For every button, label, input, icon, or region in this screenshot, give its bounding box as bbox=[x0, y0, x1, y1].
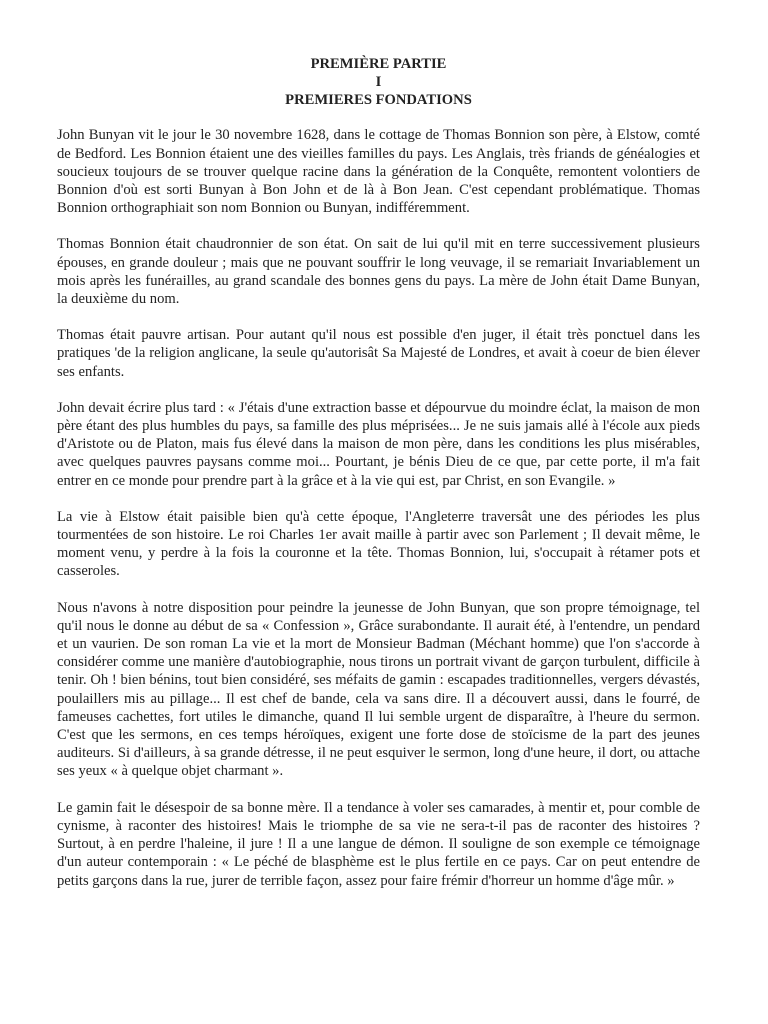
chapter-heading bbox=[57, 56, 700, 109]
paragraph-7: Le gamin fait le désespoir de sa bonne mère. Il a tendance à voler ses camarades, à mentir et, pour comble de cynisme, à raconter des histoires! Mais le triomphe de sa vie ne sera-t-il pas de raconter des histoires ? Surtout, à en perdre l'haleine, il jure ! Il a une langue de démon. Il souligne de son exemple ce témoignage d'un auteur contemporain : « Le péché de blasphème est le plus fertile en ce pays. Car on peut entendre de petits garçons dans la rue, jurer de terrible façon, assez pour faire frémir d'horreur un homme d'âge mûr. » bbox=[57, 799, 700, 889]
paragraph-1: John Bunyan vit le jour le 30 novembre 1628, dans le cottage de Thomas Bonnion son père, à Elstow, comté de Bedford. Les Bonnion étaient une des vieilles familles du pays. Les Anglais, très friands de généalogies et soucieux toujours de se trouver quelque racine dans la génération de la Conquête, remontent volontiers de Bonnion d'où est sorti Bunyan à Bon John et de là à Bon Jean. C'est cependant problématique. Thomas Bonnion orthographiait son nom Bonnion ou Bunyan, indifféremment. bbox=[57, 127, 700, 217]
part-title: PREMIÈRE PARTIE bbox=[310, 56, 447, 72]
paragraph-5: La vie à Elstow était paisible bien qu'à cette époque, l'Angleterre traversât une des périodes les plus tourmentées de son histoire. Le roi Charles 1er avait maille à partir avec son Parlement ; Il devait même, le moment venu, y perdre à la fois la couronne et la tête. Thomas Bonnion, lui, s'occupait à rétamer pots et casseroles. bbox=[57, 508, 700, 580]
chapter-number: I bbox=[375, 73, 382, 90]
paragraph-3: Thomas était pauvre artisan. Pour autant qu'il nous est possible d'en juger, il était très ponctuel dans les pratiques 'de la religion anglicane, la seule qu'autorisât Sa Majesté de Londres, et avait à coeur de bien élever ses enfants. bbox=[57, 327, 700, 380]
paragraph-2: Thomas Bonnion était chaudronnier de son état. On sait de lui qu'il mit en terre successivement plusieurs épouses, en grande douleur ; mais que ne pouvant souffrir le long veuvage, il se remariait Invariablement un mois après les funérailles, au grand scandale des bonnes gens du pays. La mère de John était Dame Bunyan, la deuxième du nom. bbox=[57, 236, 700, 308]
paragraph-4: John devait écrire plus tard : « J'étais d'une extraction basse et dépourvue du moindre éclat, la maison de mon père étant des plus humbles du pays, sa famille des plus méprisées... Je ne suis jamais allé à l'école aux pieds d'Aristote ou de Platon, mais fus élevé dans la maison de mon père, dans les conditions les plus misérables, avec quelques pauvres paysans comme moi... Pourtant, je bénis Dieu de ce que, par cette porte, il m'a fait entrer en ce monde pour prendre part à la grâce et à la vie qui est, par Christ, en son Evangile. » bbox=[57, 399, 700, 489]
document-page bbox=[57, 56, 700, 890]
paragraph-6: Nous n'avons à notre disposition pour peindre la jeunesse de John Bunyan, que son propre témoignage, tel qu'il nous le donne au début de sa « Confession », Grâce surabondante. Il aurait été, à l'entendre, un pendard et un vaurien. De son roman La vie et la mort de Monsieur Badman (Méchant homme) que l'on s'accorde à considérer comme une manière d'autobiographie, nous tirons un portrait vivant de garçon turbulent, difficile à tenir. Oh ! bien bénins, tout bien considéré, ses méfaits de gamin : escapades traditionnelles, vergers dévastés, poulaillers mis au pillage... Il est chef de bande, cela va sans dire. Il a découvert aussi, dans le fourré, de fameuses cachettes, fort utiles le dimanche, quand Il lui semble urgent de disparaître, à l'heure du sermon. C'est que les sermons, en ces temps héroïques, exigent une forte dose de stoïcisme de la part des jeunes auditeurs. Si d'ailleurs, à sa grande détresse, il ne peut esquiver le sermon, long d'une heure, il dort, ou attache ses yeux « à quelque objet charmant ». bbox=[57, 599, 700, 780]
chapter-title: PREMIERES FONDATIONS bbox=[285, 91, 472, 108]
